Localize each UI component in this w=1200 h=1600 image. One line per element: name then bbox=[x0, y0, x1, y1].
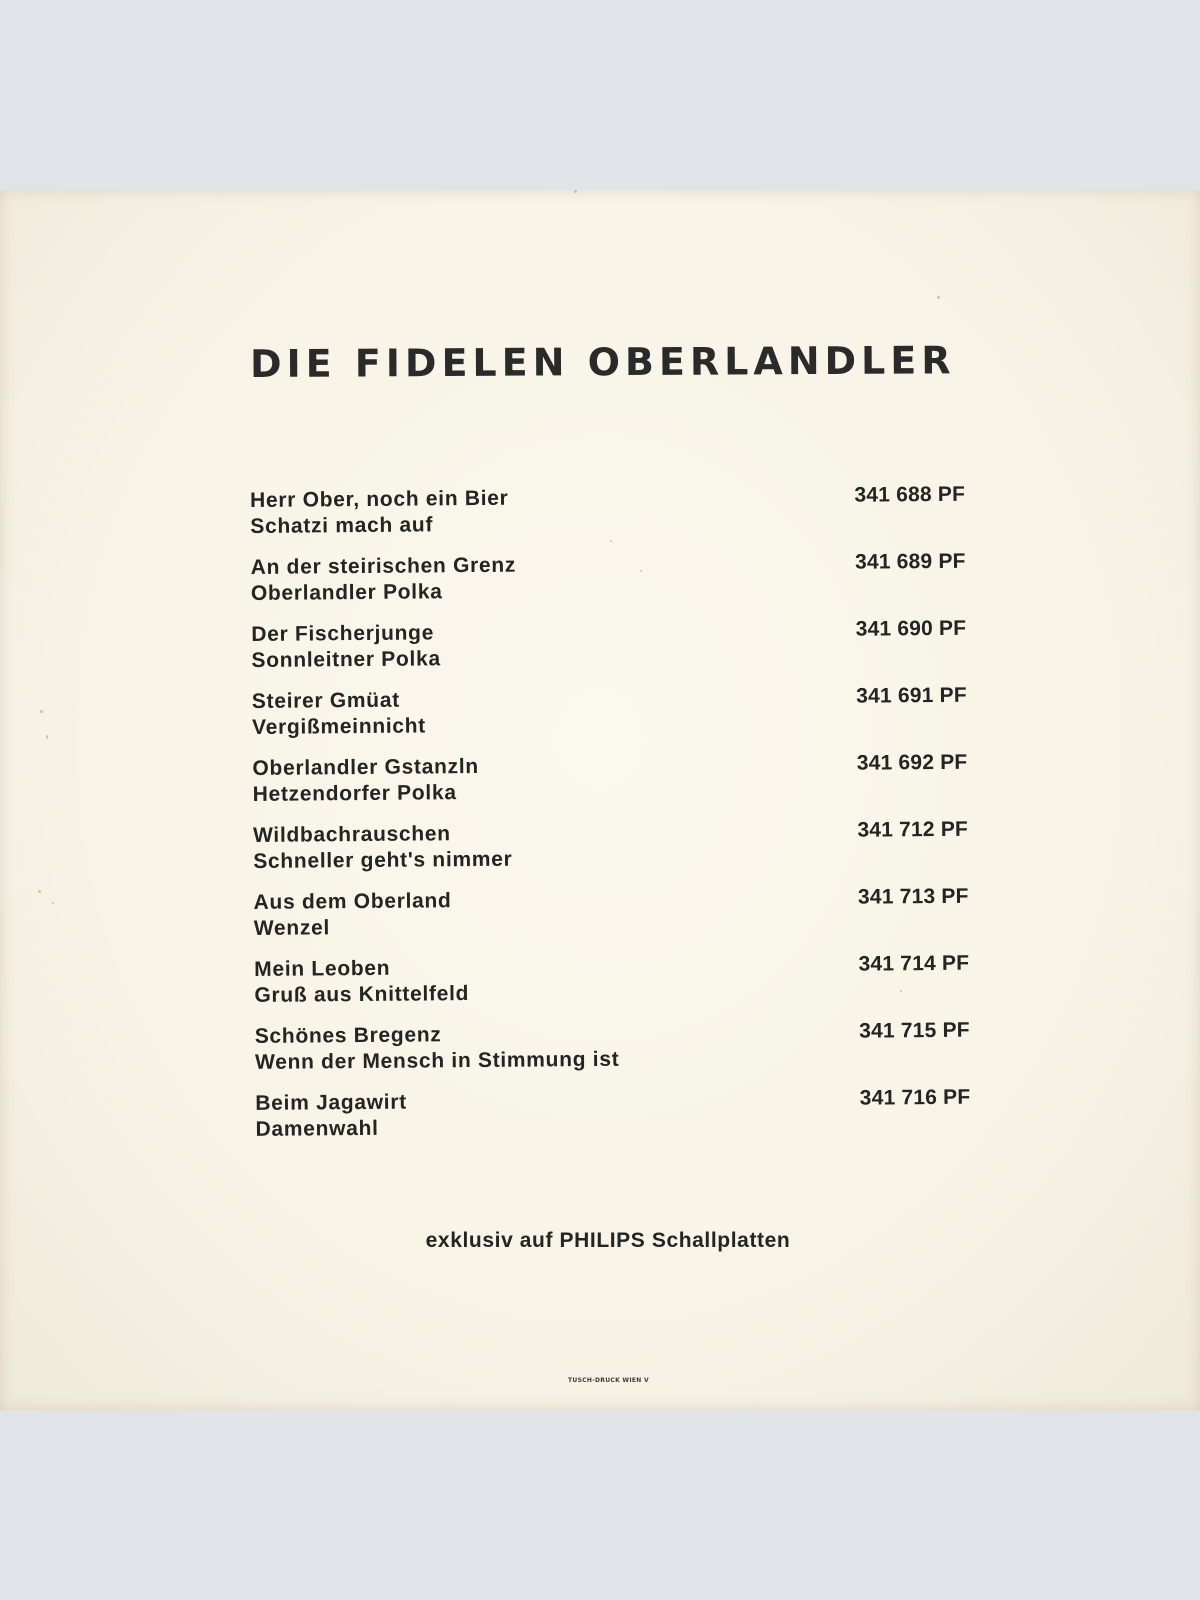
song-b-side: Sonnleitner Polka bbox=[251, 647, 441, 672]
song-b-side: Oberlandler Polka bbox=[250, 580, 443, 605]
song-b-side: Hetzendorfer Polka bbox=[252, 781, 457, 806]
record-entry bbox=[247, 750, 988, 823]
record-entry bbox=[249, 951, 990, 1024]
record-entry bbox=[246, 616, 987, 689]
song-a-side: Beim Jagawirt bbox=[255, 1090, 407, 1115]
song-a-side: An der steirischen Grenz bbox=[250, 553, 517, 579]
record-entry bbox=[248, 817, 989, 890]
record-entry bbox=[245, 482, 986, 555]
catalog-number: 341 714 PF bbox=[858, 951, 970, 976]
paper-speck bbox=[40, 710, 43, 713]
record-entry bbox=[250, 1085, 991, 1158]
record-sleeve-back bbox=[0, 190, 1200, 1410]
paper-speck bbox=[52, 902, 54, 904]
catalog-number: 341 715 PF bbox=[859, 1018, 970, 1043]
song-a-side: Mein Leoben bbox=[254, 956, 391, 981]
song-b-side: Schatzi mach auf bbox=[250, 513, 434, 538]
album-title: DIE FIDELEN OBERLANDLER bbox=[249, 338, 956, 386]
record-entry bbox=[249, 884, 990, 957]
catalog-number: 341 712 PF bbox=[857, 817, 969, 842]
song-b-side: Wenn der Mensch in Stimmung ist bbox=[254, 1047, 620, 1074]
song-a-side: Oberlandler Gstanzln bbox=[252, 754, 479, 780]
record-entry bbox=[250, 1018, 991, 1091]
song-b-side: Damenwahl bbox=[255, 1116, 379, 1141]
paper-speck bbox=[574, 190, 577, 193]
printer-imprint: TUSCH-DRUCK WIEN V bbox=[568, 1377, 649, 1384]
track-list bbox=[245, 482, 991, 1158]
song-a-side: Der Fischerjunge bbox=[251, 621, 435, 646]
catalog-number: 341 716 PF bbox=[859, 1085, 971, 1110]
record-entry bbox=[246, 549, 987, 622]
song-a-side: Aus dem Oberland bbox=[253, 889, 452, 914]
label-footer: exklusiv auf PHILIPS Schallplatten bbox=[425, 1229, 791, 1252]
song-b-side: Gruß aus Knittelfeld bbox=[254, 982, 470, 1007]
catalog-number: 341 688 PF bbox=[854, 482, 966, 507]
record-entry bbox=[247, 683, 988, 756]
paper-speck bbox=[38, 890, 41, 893]
song-a-side: Wildbachrauschen bbox=[252, 822, 451, 847]
song-a-side: Steirer Gmüat bbox=[251, 688, 400, 713]
catalog-number: 341 691 PF bbox=[856, 683, 967, 708]
song-a-side: Schönes Bregenz bbox=[254, 1023, 442, 1048]
paper-speck bbox=[46, 735, 48, 739]
catalog-number: 341 689 PF bbox=[854, 549, 966, 574]
catalog-number: 341 690 PF bbox=[855, 616, 967, 641]
song-b-side: Schneller geht's nimmer bbox=[253, 847, 513, 873]
song-b-side: Wenzel bbox=[253, 916, 331, 940]
paper-speck bbox=[937, 296, 940, 299]
catalog-number: 341 713 PF bbox=[857, 884, 969, 909]
song-a-side: Herr Ober, noch ein Bier bbox=[250, 486, 509, 512]
catalog-number: 341 692 PF bbox=[856, 750, 968, 775]
song-b-side: Vergißmeinnicht bbox=[251, 714, 427, 739]
